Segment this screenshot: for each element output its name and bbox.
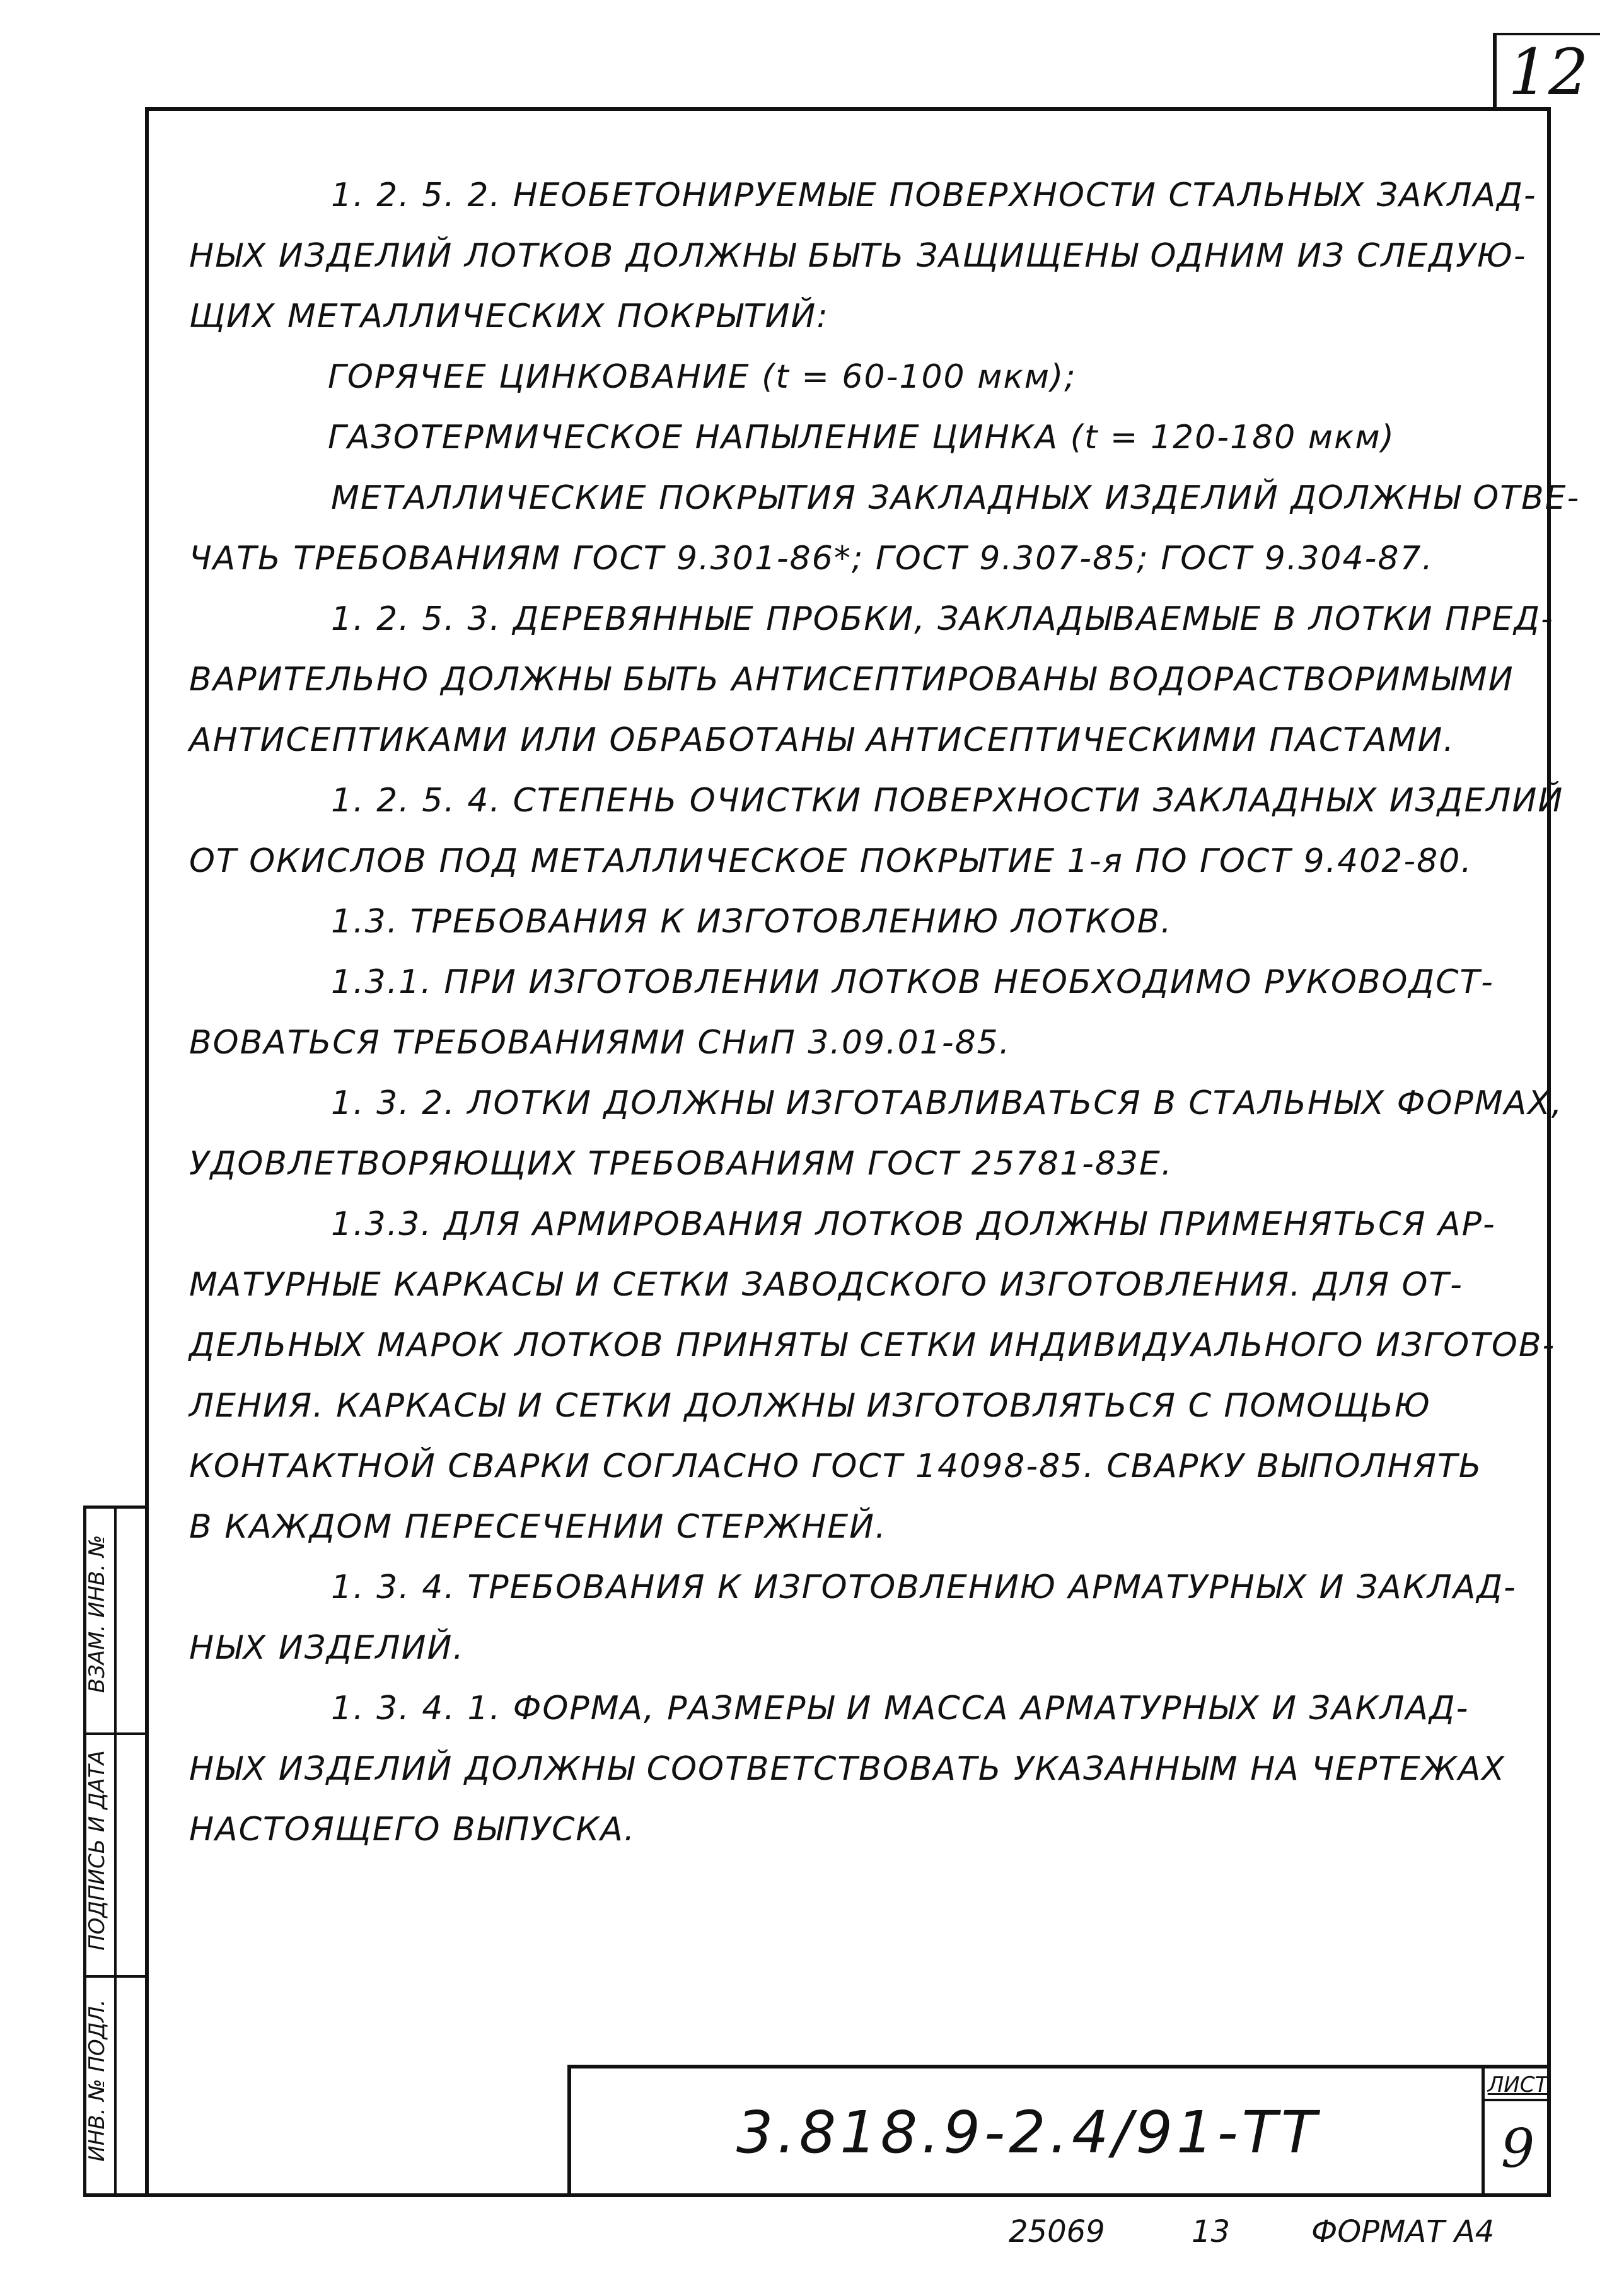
text-line: ВАРИТЕЛЬНО ДОЛЖНЫ БЫТЬ АНТИСЕПТИРОВАНЫ ВОДОРАСТВОРИМЫМИ <box>189 661 1514 699</box>
sheet-label: ЛИСТ <box>1485 2068 1551 2101</box>
copy-number: 13 <box>1192 2214 1231 2249</box>
text-line: 1.3.3. ДЛЯ АРМИРОВАНИЯ ЛОТКОВ ДОЛЖНЫ ПРИМЕНЯТЬСЯ АР- <box>331 1205 1496 1243</box>
title-block <box>567 2065 1551 2197</box>
text-line: ВОВАТЬСЯ ТРЕБОВАНИЯМИ СНиП 3.09.01-85. <box>189 1024 1011 1062</box>
document-code: 3.818.9-2.4/91-ТТ <box>736 2099 1321 2166</box>
text-line: НЫХ ИЗДЕЛИЙ. <box>189 1629 465 1667</box>
sheet-box <box>1482 2068 1551 2197</box>
text-line: 1. 2. 5. 2. НЕОБЕТОНИРУЕМЫЕ ПОВЕРХНОСТИ СТАЛЬНЫХ ЗАКЛАД- <box>331 177 1537 214</box>
margin-separator-2 <box>86 1975 148 1978</box>
text-line: 1. 3. 2. ЛОТКИ ДОЛЖНЫ ИЗГОТАВЛИВАТЬСЯ В СТАЛЬНЫХ ФОРМАХ, <box>331 1084 1563 1122</box>
text-line: 1. 3. 4. ТРЕБОВАНИЯ К ИЗГОТОВЛЕНИЮ АРМАТУРНЫХ И ЗАКЛАД- <box>331 1569 1517 1606</box>
text-line: ЛЕНИЯ. КАРКАСЫ И СЕТКИ ДОЛЖНЫ ИЗГОТОВЛЯТЬСЯ С ПОМОЩЬЮ <box>189 1387 1431 1425</box>
text-line: 1.3. ТРЕБОВАНИЯ К ИЗГОТОВЛЕНИЮ ЛОТКОВ. <box>331 903 1173 941</box>
text-line: ЧАТЬ ТРЕБОВАНИЯМ ГОСТ 9.301-86*; ГОСТ 9.307-85; ГОСТ 9.304-87. <box>189 540 1434 577</box>
text-line: ЩИХ МЕТАЛЛИЧЕСКИХ ПОКРЫТИЙ: <box>189 298 829 335</box>
margin-divider <box>114 1509 117 2193</box>
text-line: В КАЖДОМ ПЕРЕСЕЧЕНИИ СТЕРЖНЕЙ. <box>189 1508 887 1546</box>
sheet-number: 9 <box>1500 2118 1535 2179</box>
text-line: АНТИСЕПТИКАМИ ИЛИ ОБРАБОТАНЫ АНТИСЕПТИЧЕСКИМИ ПАСТАМИ. <box>189 721 1455 759</box>
text-line: НАСТОЯЩЕГО ВЫПУСКА. <box>189 1811 636 1848</box>
text-line: УДОВЛЕТВОРЯЮЩИХ ТРЕБОВАНИЯМ ГОСТ 25781-83Е. <box>189 1145 1173 1183</box>
document-body <box>189 165 1580 1860</box>
text-line: ДЕЛЬНЫХ МАРОК ЛОТКОВ ПРИНЯТЫ СЕТКИ ИНДИВИДУАЛЬНОГО ИЗГОТОВ- <box>189 1326 1556 1364</box>
text-line: 1. 3. 4. 1. ФОРМА, РАЗМЕРЫ И МАССА АРМАТУРНЫХ И ЗАКЛАД- <box>331 1690 1470 1727</box>
text-line: 1. 2. 5. 3. ДЕРЕВЯННЫЕ ПРОБКИ, ЗАКЛАДЫВАЕМЫЕ В ЛОТКИ ПРЕД- <box>331 600 1554 638</box>
text-line: 1. 2. 5. 4. СТЕПЕНЬ ОЧИСТКИ ПОВЕРХНОСТИ ЗАКЛАДНЫХ ИЗДЕЛИЙ <box>331 782 1564 820</box>
text-line: КОНТАКТНОЙ СВАРКИ СОГЛАСНО ГОСТ 14098-85. СВАРКУ ВЫПОЛНЯТЬ <box>189 1448 1483 1485</box>
text-line: ОТ ОКИСЛОВ ПОД МЕТАЛЛИЧЕСКОЕ ПОКРЫТИЕ 1-я ПО ГОСТ 9.402-80. <box>189 842 1473 880</box>
footer <box>1009 2207 1576 2257</box>
text-line: НЫХ ИЗДЕЛИЙ ДОЛЖНЫ СООТВЕТСТВОВАТЬ УКАЗАННЫМ НА ЧЕРТЕЖАХ <box>189 1750 1506 1788</box>
text-line: МЕТАЛЛИЧЕСКИЕ ПОКРЫТИЯ ЗАКЛАДНЫХ ИЗДЕЛИЙ ДОЛЖНЫ ОТВЕ- <box>331 479 1580 517</box>
page-format: ФОРМАТ А4 <box>1311 2214 1495 2249</box>
inventory-number: 25069 <box>1009 2214 1105 2249</box>
page-number: 12 <box>1493 33 1600 107</box>
text-line: ГАЗОТЕРМИЧЕСКОЕ НАПЫЛЕНИЕ ЦИНКА (t = 120-180 мкм) <box>328 419 1395 456</box>
text-line: МАТУРНЫЕ КАРКАСЫ И СЕТКИ ЗАВОДСКОГО ИЗГОТОВЛЕНИЯ. ДЛЯ ОТ- <box>189 1266 1463 1304</box>
text-line: ГОРЯЧЕЕ ЦИНКОВАНИЕ (t = 60-100 мкм); <box>328 358 1077 396</box>
text-line: НЫХ ИЗДЕЛИЙ ЛОТКОВ ДОЛЖНЫ БЫТЬ ЗАЩИЩЕНЫ ОДНИМ ИЗ СЛЕДУЮ- <box>189 237 1527 275</box>
margin-separator-1 <box>86 1732 148 1735</box>
text-line: 1.3.1. ПРИ ИЗГОТОВЛЕНИИ ЛОТКОВ НЕОБХОДИМО РУКОВОДСТ- <box>331 963 1494 1001</box>
